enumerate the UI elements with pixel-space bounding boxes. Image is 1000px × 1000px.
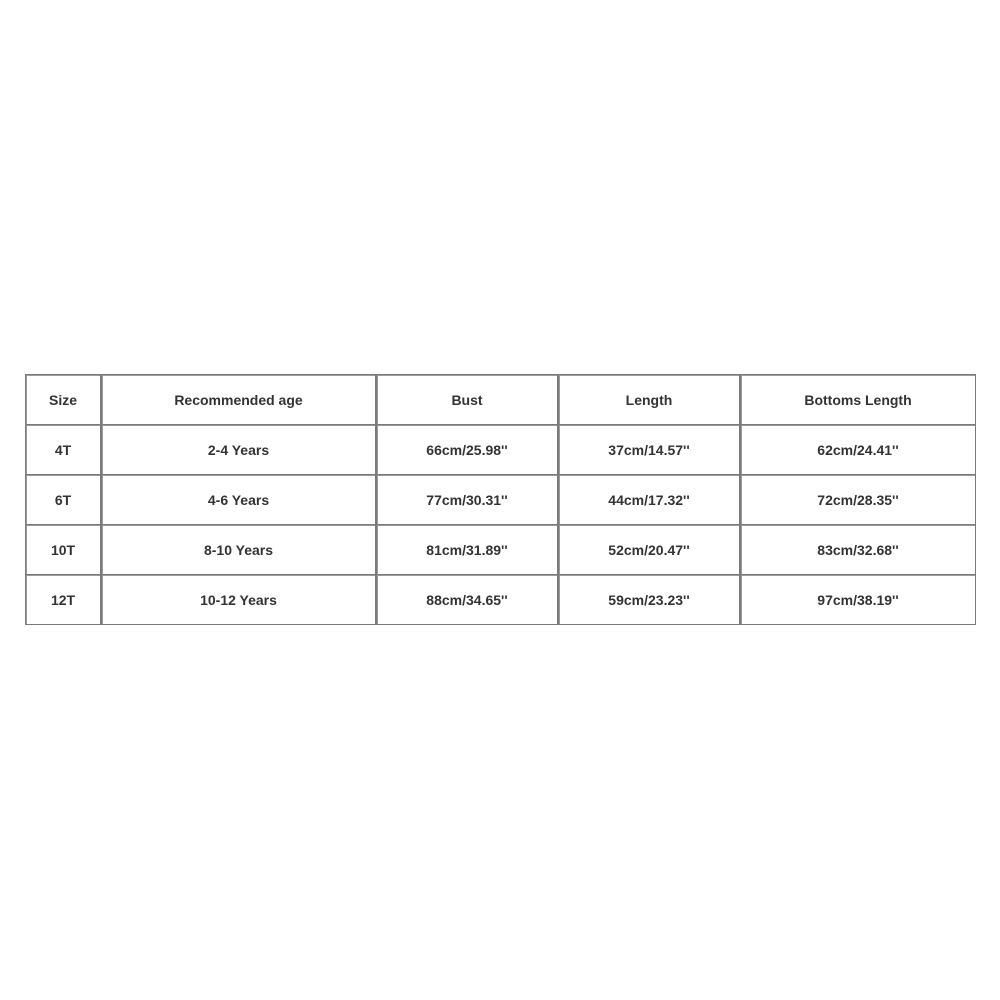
cell-recommended-age: 2-4 Years	[102, 425, 377, 475]
table-body	[26, 425, 976, 625]
cell-bottoms-length: 62cm/24.41''	[741, 425, 976, 475]
cell-length: 59cm/23.23''	[559, 575, 741, 625]
table-row	[26, 575, 976, 625]
cell-bust: 66cm/25.98''	[377, 425, 559, 475]
cell-bottoms-length: 83cm/32.68''	[741, 525, 976, 575]
cell-length: 52cm/20.47''	[559, 525, 741, 575]
table-row	[26, 525, 976, 575]
header-length: Length	[559, 375, 741, 425]
cell-recommended-age: 4-6 Years	[102, 475, 377, 525]
cell-recommended-age: 8-10 Years	[102, 525, 377, 575]
size-chart-table	[25, 374, 976, 625]
cell-bust: 77cm/30.31''	[377, 475, 559, 525]
table-row	[26, 475, 976, 525]
header-bottoms-length: Bottoms Length	[741, 375, 976, 425]
cell-size: 4T	[26, 425, 102, 475]
cell-size: 10T	[26, 525, 102, 575]
cell-bottoms-length: 97cm/38.19''	[741, 575, 976, 625]
cell-length: 37cm/14.57''	[559, 425, 741, 475]
header-row	[26, 375, 976, 425]
header-bust: Bust	[377, 375, 559, 425]
cell-size: 12T	[26, 575, 102, 625]
cell-length: 44cm/17.32''	[559, 475, 741, 525]
cell-bust: 88cm/34.65''	[377, 575, 559, 625]
table-row	[26, 425, 976, 475]
cell-recommended-age: 10-12 Years	[102, 575, 377, 625]
cell-size: 6T	[26, 475, 102, 525]
cell-bottoms-length: 72cm/28.35''	[741, 475, 976, 525]
header-recommended-age: Recommended age	[102, 375, 377, 425]
cell-bust: 81cm/31.89''	[377, 525, 559, 575]
header-size: Size	[26, 375, 102, 425]
table-header	[26, 375, 976, 425]
